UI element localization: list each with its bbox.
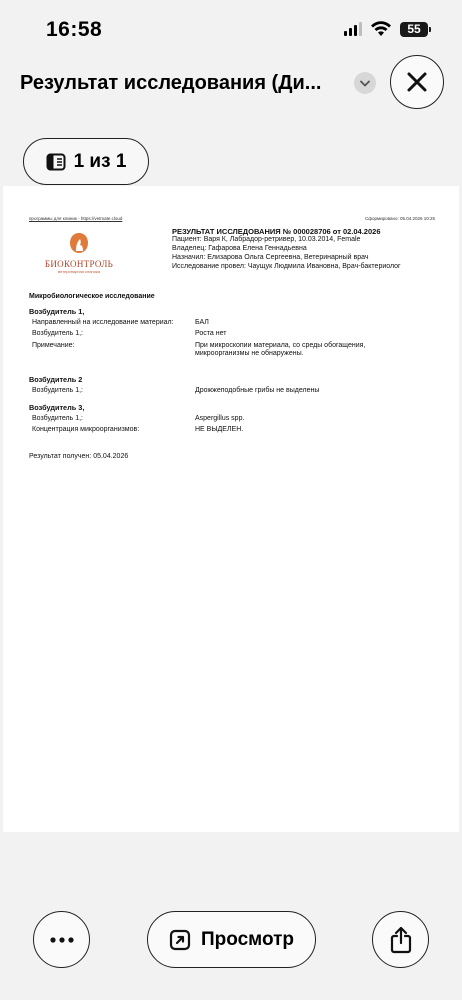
block-title: Возбудитель 2: [29, 375, 83, 384]
row-value: Дрожжеподобные грибы не выделены: [195, 386, 320, 394]
clinic-logo-mark: [69, 232, 89, 254]
status-bar: [0, 0, 462, 60]
result-date: Результат получен: 05.04.2026: [29, 453, 129, 460]
owner-line: Владелец: Гафарова Елена Геннадьевна: [172, 245, 307, 253]
battery-icon: [400, 22, 428, 37]
table-row: [32, 415, 439, 423]
document-page[interactable]: [3, 186, 459, 832]
share-button[interactable]: [372, 911, 429, 968]
battery-level: 55: [407, 22, 421, 36]
row-key: Возбудитель 1,:: [32, 386, 83, 394]
pathogen-block-3: [29, 404, 439, 438]
close-button[interactable]: [390, 55, 444, 109]
pathogen-block-2: [29, 376, 439, 398]
row-key: Концентрация микроорганизмов:: [32, 426, 140, 434]
assigned-line: Назначил: Елизарова Ольга Сергеевна, Ветеринарный врач: [172, 253, 369, 261]
status-time: 16:58: [46, 18, 103, 41]
row-key: Возбудитель 1,:: [32, 414, 83, 422]
patient-line: Пациент: Варя К, Лабрадор-ретривер, 10.03.2014, Female: [172, 236, 361, 244]
report-header: [172, 227, 432, 271]
clinic-subtitle: ветеринарная клиника: [58, 269, 100, 275]
row-key: Возбудитель 1,:: [32, 330, 83, 338]
row-key: Направленный на исследование материал:: [32, 318, 174, 326]
row-key: Примечание:: [32, 341, 75, 349]
table-row: [32, 330, 439, 338]
close-icon: [406, 71, 428, 93]
table-row: [32, 426, 439, 434]
table-row: [32, 342, 439, 359]
row-value: При микроскопии материала, со среды обогащения, микроорганизмы не обнаружены.: [195, 341, 366, 357]
pathogen-block-1: [29, 308, 439, 361]
block-title: Возбудитель 1,: [29, 307, 85, 316]
clinic-name: БИОКОНТРОЛЬ: [44, 259, 114, 270]
more-icon: [50, 937, 74, 943]
row-value: Роста нет: [195, 330, 227, 338]
signal-icon: [344, 22, 362, 36]
report-title: РЕЗУЛЬТАТ ИССЛЕДОВАНИЯ № 000028706 от 02.04.2026: [172, 227, 381, 236]
page-counter: 1 из 1: [73, 150, 127, 172]
status-icons: [344, 21, 428, 37]
generated-date: Сформировано: 05.04.2026 10:25: [365, 216, 435, 221]
document-title: Результат исследования (Ди...: [20, 72, 322, 94]
wifi-icon: [370, 21, 392, 37]
section-title: Микробиологическое исследование: [29, 293, 155, 300]
row-value: НЕ ВЫДЕЛЕН.: [195, 426, 244, 434]
preview-icon: [169, 929, 191, 951]
clinic-logo: [43, 232, 115, 275]
row-value: Aspergillus spp.: [195, 414, 245, 422]
more-button[interactable]: [33, 911, 90, 968]
table-row: [32, 387, 439, 395]
share-icon: [390, 926, 412, 954]
source-link[interactable]: программы для клиник - https://vetmate.cloud: [29, 216, 123, 221]
table-row: [32, 319, 439, 327]
page-icon: [46, 153, 66, 171]
preview-button[interactable]: [147, 911, 316, 968]
preview-label: Просмотр: [200, 928, 295, 950]
block-title: Возбудитель 3,: [29, 403, 85, 412]
title-menu-button[interactable]: [354, 72, 376, 94]
page-selector-button[interactable]: [23, 138, 149, 185]
performed-line: Исследование провел: Чаущук Людмила Ивановна, Врач-бактериолог: [172, 262, 401, 270]
header: [0, 55, 462, 115]
chevron-down-icon: [360, 80, 370, 87]
row-value: БАЛ: [195, 318, 209, 326]
